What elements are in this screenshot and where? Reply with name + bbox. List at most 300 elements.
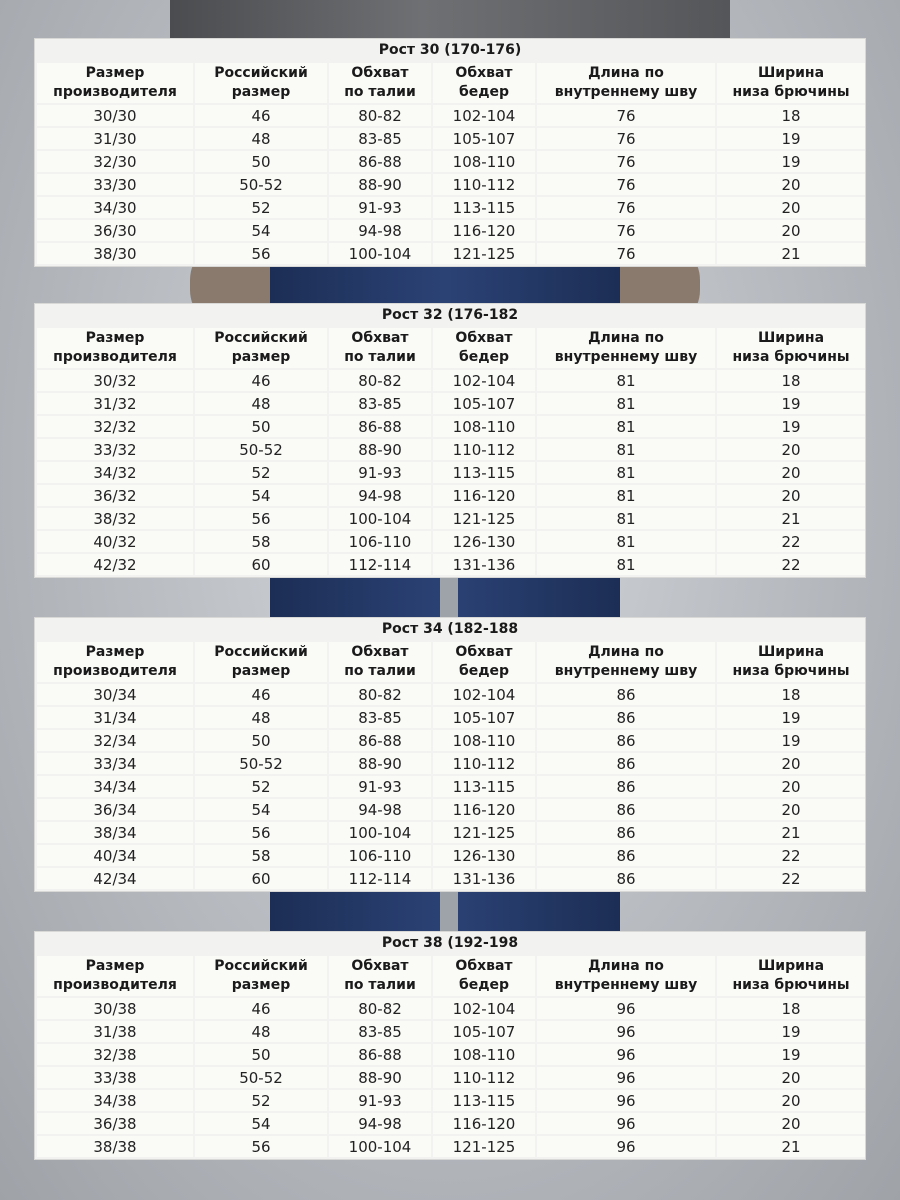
table-cell: 113-115 xyxy=(433,197,535,218)
table-cell: 52 xyxy=(195,462,327,483)
table-cell: 102-104 xyxy=(433,998,535,1019)
table-header-row xyxy=(37,328,865,368)
table-cell: 86 xyxy=(537,684,715,705)
table-cell: 96 xyxy=(537,1067,715,1088)
table-cell: 21 xyxy=(717,822,865,843)
column-header-line: по талии xyxy=(344,977,416,993)
table-row xyxy=(37,462,865,483)
table-cell: 18 xyxy=(717,998,865,1019)
table-row xyxy=(37,1044,865,1065)
table-cell: 126-130 xyxy=(433,531,535,552)
table-cell: 100-104 xyxy=(329,508,431,529)
table-cell: 102-104 xyxy=(433,105,535,126)
table-cell: 105-107 xyxy=(433,1021,535,1042)
table-cell: 116-120 xyxy=(433,799,535,820)
table-cell: 48 xyxy=(195,393,327,414)
table-cell: 22 xyxy=(717,845,865,866)
table-cell: 19 xyxy=(717,151,865,172)
table-cell: 48 xyxy=(195,1021,327,1042)
column-header-line: Размер xyxy=(85,65,145,81)
column-header-line: Обхват xyxy=(351,65,409,81)
column-header-line: Обхват xyxy=(455,958,513,974)
table-title: Рост 32 (176-182 xyxy=(35,304,865,326)
table-cell: 36/30 xyxy=(37,220,193,241)
column-header xyxy=(717,642,865,682)
table-cell: 21 xyxy=(717,508,865,529)
column-header xyxy=(37,63,193,103)
column-header-line: внутреннему шву xyxy=(554,84,698,100)
column-header xyxy=(329,63,431,103)
table-cell: 21 xyxy=(717,243,865,264)
table-cell: 50 xyxy=(195,1044,327,1065)
table-cell: 48 xyxy=(195,128,327,149)
table-cell: 94-98 xyxy=(329,485,431,506)
table-cell: 94-98 xyxy=(329,220,431,241)
table-cell: 80-82 xyxy=(329,684,431,705)
table-cell: 56 xyxy=(195,508,327,529)
table-cell: 96 xyxy=(537,1044,715,1065)
table-cell: 56 xyxy=(195,1136,327,1157)
column-header-line: бедер xyxy=(458,977,510,993)
table-cell: 50 xyxy=(195,151,327,172)
column-header xyxy=(537,63,715,103)
table-row xyxy=(37,753,865,774)
column-header-line: Российский xyxy=(214,65,308,81)
table-row xyxy=(37,822,865,843)
table-cell: 105-107 xyxy=(433,707,535,728)
table-cell: 20 xyxy=(717,753,865,774)
table-cell: 30/34 xyxy=(37,684,193,705)
column-header-line: Обхват xyxy=(455,65,513,81)
table-cell: 32/38 xyxy=(37,1044,193,1065)
size-table-block xyxy=(34,931,866,1160)
table-cell: 76 xyxy=(537,151,715,172)
table-row xyxy=(37,1067,865,1088)
table-cell: 76 xyxy=(537,243,715,264)
column-header-line: Ширина xyxy=(757,644,825,660)
table-cell: 19 xyxy=(717,416,865,437)
table-cell: 96 xyxy=(537,998,715,1019)
table-cell: 96 xyxy=(537,1021,715,1042)
table-cell: 112-114 xyxy=(329,554,431,575)
size-table xyxy=(35,954,867,1159)
table-cell: 76 xyxy=(537,128,715,149)
table-cell: 86 xyxy=(537,707,715,728)
table-cell: 81 xyxy=(537,531,715,552)
table-cell: 36/38 xyxy=(37,1113,193,1134)
table-row xyxy=(37,370,865,391)
table-cell: 20 xyxy=(717,1113,865,1134)
table-cell: 20 xyxy=(717,1090,865,1111)
table-cell: 94-98 xyxy=(329,799,431,820)
table-cell: 81 xyxy=(537,439,715,460)
column-header-line: бедер xyxy=(458,349,510,365)
column-header-line: по талии xyxy=(344,349,416,365)
table-cell: 76 xyxy=(537,220,715,241)
table-row xyxy=(37,393,865,414)
size-table xyxy=(35,326,867,577)
table-row xyxy=(37,439,865,460)
table-row xyxy=(37,1090,865,1111)
column-header-line: низа брючины xyxy=(732,84,850,100)
table-cell: 33/30 xyxy=(37,174,193,195)
table-cell: 18 xyxy=(717,684,865,705)
table-cell: 46 xyxy=(195,370,327,391)
table-cell: 30/32 xyxy=(37,370,193,391)
table-cell: 19 xyxy=(717,128,865,149)
column-header-line: Размер xyxy=(85,330,145,346)
column-header-line: Обхват xyxy=(455,330,513,346)
table-cell: 86 xyxy=(537,730,715,751)
column-header xyxy=(37,328,193,368)
table-cell: 121-125 xyxy=(433,822,535,843)
column-header xyxy=(433,642,535,682)
column-header-line: Размер xyxy=(85,644,145,660)
table-cell: 50 xyxy=(195,730,327,751)
table-row xyxy=(37,243,865,264)
table-cell: 91-93 xyxy=(329,776,431,797)
column-header-line: Ширина xyxy=(757,958,825,974)
table-row xyxy=(37,220,865,241)
column-header-line: Длина по xyxy=(588,65,664,81)
column-header-line: размер xyxy=(231,977,291,993)
table-cell: 83-85 xyxy=(329,1021,431,1042)
table-cell: 54 xyxy=(195,220,327,241)
table-cell: 58 xyxy=(195,845,327,866)
table-row xyxy=(37,845,865,866)
column-header xyxy=(537,642,715,682)
column-header-line: Длина по xyxy=(588,958,664,974)
column-header xyxy=(433,328,535,368)
table-row xyxy=(37,1113,865,1134)
table-row xyxy=(37,128,865,149)
table-cell: 86 xyxy=(537,776,715,797)
table-header-row xyxy=(37,956,865,996)
table-cell: 50-52 xyxy=(195,174,327,195)
table-cell: 50-52 xyxy=(195,753,327,774)
column-header-line: размер xyxy=(231,349,291,365)
table-row xyxy=(37,707,865,728)
column-header-line: размер xyxy=(231,84,291,100)
table-cell: 46 xyxy=(195,105,327,126)
table-cell: 31/30 xyxy=(37,128,193,149)
table-cell: 86-88 xyxy=(329,730,431,751)
table-cell: 46 xyxy=(195,684,327,705)
table-cell: 20 xyxy=(717,776,865,797)
table-cell: 52 xyxy=(195,197,327,218)
table-cell: 81 xyxy=(537,554,715,575)
table-row xyxy=(37,531,865,552)
column-header-line: Российский xyxy=(214,644,308,660)
table-cell: 33/38 xyxy=(37,1067,193,1088)
table-cell: 80-82 xyxy=(329,370,431,391)
table-row xyxy=(37,508,865,529)
table-cell: 20 xyxy=(717,197,865,218)
table-row xyxy=(37,554,865,575)
table-cell: 86-88 xyxy=(329,416,431,437)
table-cell: 18 xyxy=(717,105,865,126)
table-cell: 32/34 xyxy=(37,730,193,751)
table-cell: 34/32 xyxy=(37,462,193,483)
table-cell: 32/30 xyxy=(37,151,193,172)
table-cell: 81 xyxy=(537,370,715,391)
table-cell: 110-112 xyxy=(433,439,535,460)
table-cell: 38/38 xyxy=(37,1136,193,1157)
table-cell: 86 xyxy=(537,868,715,889)
column-header xyxy=(195,956,327,996)
table-cell: 105-107 xyxy=(433,128,535,149)
table-cell: 76 xyxy=(537,174,715,195)
table-row xyxy=(37,1136,865,1157)
table-cell: 110-112 xyxy=(433,174,535,195)
table-cell: 40/34 xyxy=(37,845,193,866)
table-cell: 96 xyxy=(537,1113,715,1134)
table-cell: 34/34 xyxy=(37,776,193,797)
table-cell: 100-104 xyxy=(329,1136,431,1157)
table-cell: 76 xyxy=(537,197,715,218)
table-cell: 88-90 xyxy=(329,753,431,774)
table-cell: 91-93 xyxy=(329,462,431,483)
table-cell: 42/34 xyxy=(37,868,193,889)
table-cell: 113-115 xyxy=(433,776,535,797)
column-header-line: Длина по xyxy=(588,330,664,346)
table-cell: 31/32 xyxy=(37,393,193,414)
table-cell: 81 xyxy=(537,485,715,506)
table-cell: 86 xyxy=(537,845,715,866)
size-table-block xyxy=(34,303,866,578)
size-table-block xyxy=(34,38,866,267)
table-cell: 50-52 xyxy=(195,1067,327,1088)
column-header-line: Длина по xyxy=(588,644,664,660)
table-cell: 60 xyxy=(195,554,327,575)
column-header xyxy=(329,956,431,996)
table-cell: 121-125 xyxy=(433,1136,535,1157)
table-cell: 131-136 xyxy=(433,554,535,575)
table-cell: 102-104 xyxy=(433,370,535,391)
column-header-line: производителя xyxy=(53,84,177,100)
column-header-line: Обхват xyxy=(351,958,409,974)
table-row xyxy=(37,730,865,751)
column-header xyxy=(537,328,715,368)
table-cell: 36/34 xyxy=(37,799,193,820)
column-header xyxy=(329,642,431,682)
table-cell: 116-120 xyxy=(433,220,535,241)
table-row xyxy=(37,416,865,437)
table-cell: 116-120 xyxy=(433,485,535,506)
table-cell: 60 xyxy=(195,868,327,889)
table-row xyxy=(37,998,865,1019)
table-cell: 33/32 xyxy=(37,439,193,460)
table-cell: 22 xyxy=(717,554,865,575)
table-cell: 108-110 xyxy=(433,416,535,437)
column-header xyxy=(195,642,327,682)
table-cell: 18 xyxy=(717,370,865,391)
table-cell: 19 xyxy=(717,730,865,751)
table-cell: 105-107 xyxy=(433,393,535,414)
table-cell: 80-82 xyxy=(329,998,431,1019)
table-cell: 54 xyxy=(195,485,327,506)
table-row xyxy=(37,776,865,797)
column-header-line: по талии xyxy=(344,663,416,679)
table-cell: 81 xyxy=(537,462,715,483)
table-cell: 21 xyxy=(717,1136,865,1157)
table-cell: 42/32 xyxy=(37,554,193,575)
table-cell: 88-90 xyxy=(329,439,431,460)
column-header-line: Размер xyxy=(85,958,145,974)
column-header-line: по талии xyxy=(344,84,416,100)
table-cell: 131-136 xyxy=(433,868,535,889)
table-cell: 94-98 xyxy=(329,1113,431,1134)
table-cell: 50 xyxy=(195,416,327,437)
column-header xyxy=(37,642,193,682)
column-header-line: производителя xyxy=(53,977,177,993)
table-row xyxy=(37,1021,865,1042)
column-header-line: Ширина xyxy=(757,330,825,346)
table-cell: 38/32 xyxy=(37,508,193,529)
table-row xyxy=(37,174,865,195)
table-cell: 86 xyxy=(537,753,715,774)
table-cell: 83-85 xyxy=(329,707,431,728)
table-cell: 40/32 xyxy=(37,531,193,552)
table-cell: 110-112 xyxy=(433,1067,535,1088)
column-header xyxy=(37,956,193,996)
table-cell: 83-85 xyxy=(329,128,431,149)
table-cell: 102-104 xyxy=(433,684,535,705)
column-header xyxy=(329,328,431,368)
column-header xyxy=(537,956,715,996)
table-cell: 20 xyxy=(717,220,865,241)
table-cell: 91-93 xyxy=(329,1090,431,1111)
table-cell: 56 xyxy=(195,243,327,264)
column-header xyxy=(717,956,865,996)
size-table-block xyxy=(34,617,866,892)
table-cell: 46 xyxy=(195,998,327,1019)
table-cell: 108-110 xyxy=(433,151,535,172)
size-table xyxy=(35,61,867,266)
table-cell: 36/32 xyxy=(37,485,193,506)
table-cell: 19 xyxy=(717,1021,865,1042)
table-cell: 100-104 xyxy=(329,822,431,843)
table-cell: 106-110 xyxy=(329,531,431,552)
table-cell: 34/38 xyxy=(37,1090,193,1111)
table-cell: 96 xyxy=(537,1136,715,1157)
table-cell: 19 xyxy=(717,1044,865,1065)
column-header-line: Обхват xyxy=(455,644,513,660)
column-header xyxy=(195,63,327,103)
table-cell: 20 xyxy=(717,799,865,820)
table-cell: 76 xyxy=(537,105,715,126)
table-cell: 30/38 xyxy=(37,998,193,1019)
table-cell: 108-110 xyxy=(433,730,535,751)
column-header xyxy=(717,63,865,103)
table-cell: 86-88 xyxy=(329,1044,431,1065)
table-cell: 22 xyxy=(717,531,865,552)
column-header-line: низа брючины xyxy=(732,349,850,365)
table-cell: 88-90 xyxy=(329,1067,431,1088)
table-cell: 54 xyxy=(195,1113,327,1134)
column-header xyxy=(717,328,865,368)
table-row xyxy=(37,151,865,172)
column-header xyxy=(195,328,327,368)
table-cell: 81 xyxy=(537,508,715,529)
column-header-line: Обхват xyxy=(351,330,409,346)
table-cell: 20 xyxy=(717,485,865,506)
table-title: Рост 30 (170-176) xyxy=(35,39,865,61)
table-cell: 19 xyxy=(717,393,865,414)
column-header-line: внутреннему шву xyxy=(554,663,698,679)
column-header-line: производителя xyxy=(53,663,177,679)
table-cell: 32/32 xyxy=(37,416,193,437)
table-cell: 56 xyxy=(195,822,327,843)
table-cell: 86-88 xyxy=(329,151,431,172)
table-cell: 54 xyxy=(195,799,327,820)
column-header-line: внутреннему шву xyxy=(554,977,698,993)
table-cell: 19 xyxy=(717,707,865,728)
table-cell: 20 xyxy=(717,174,865,195)
table-cell: 100-104 xyxy=(329,243,431,264)
table-cell: 106-110 xyxy=(329,845,431,866)
column-header-line: низа брючины xyxy=(732,977,850,993)
table-row xyxy=(37,799,865,820)
table-cell: 121-125 xyxy=(433,508,535,529)
table-cell: 108-110 xyxy=(433,1044,535,1065)
column-header-line: внутреннему шву xyxy=(554,349,698,365)
table-row xyxy=(37,485,865,506)
column-header xyxy=(433,956,535,996)
table-cell: 80-82 xyxy=(329,105,431,126)
table-cell: 113-115 xyxy=(433,462,535,483)
table-cell: 34/30 xyxy=(37,197,193,218)
column-header-line: Российский xyxy=(214,330,308,346)
size-table xyxy=(35,640,867,891)
table-cell: 31/34 xyxy=(37,707,193,728)
table-header-row xyxy=(37,63,865,103)
table-cell: 113-115 xyxy=(433,1090,535,1111)
column-header-line: размер xyxy=(231,663,291,679)
table-cell: 20 xyxy=(717,462,865,483)
table-cell: 22 xyxy=(717,868,865,889)
table-cell: 86 xyxy=(537,822,715,843)
table-cell: 52 xyxy=(195,1090,327,1111)
table-cell: 20 xyxy=(717,1067,865,1088)
table-cell: 33/34 xyxy=(37,753,193,774)
table-cell: 31/38 xyxy=(37,1021,193,1042)
table-cell: 112-114 xyxy=(329,868,431,889)
column-header-line: Российский xyxy=(214,958,308,974)
table-row xyxy=(37,684,865,705)
column-header-line: производителя xyxy=(53,349,177,365)
table-cell: 50-52 xyxy=(195,439,327,460)
table-cell: 38/34 xyxy=(37,822,193,843)
table-cell: 126-130 xyxy=(433,845,535,866)
column-header-line: низа брючины xyxy=(732,663,850,679)
table-row xyxy=(37,868,865,889)
table-cell: 83-85 xyxy=(329,393,431,414)
table-cell: 38/30 xyxy=(37,243,193,264)
table-cell: 20 xyxy=(717,439,865,460)
column-header xyxy=(433,63,535,103)
table-cell: 81 xyxy=(537,393,715,414)
table-cell: 58 xyxy=(195,531,327,552)
table-cell: 30/30 xyxy=(37,105,193,126)
table-cell: 91-93 xyxy=(329,197,431,218)
column-header-line: бедер xyxy=(458,663,510,679)
table-cell: 116-120 xyxy=(433,1113,535,1134)
column-header-line: Ширина xyxy=(757,65,825,81)
table-cell: 110-112 xyxy=(433,753,535,774)
table-cell: 81 xyxy=(537,416,715,437)
table-cell: 121-125 xyxy=(433,243,535,264)
